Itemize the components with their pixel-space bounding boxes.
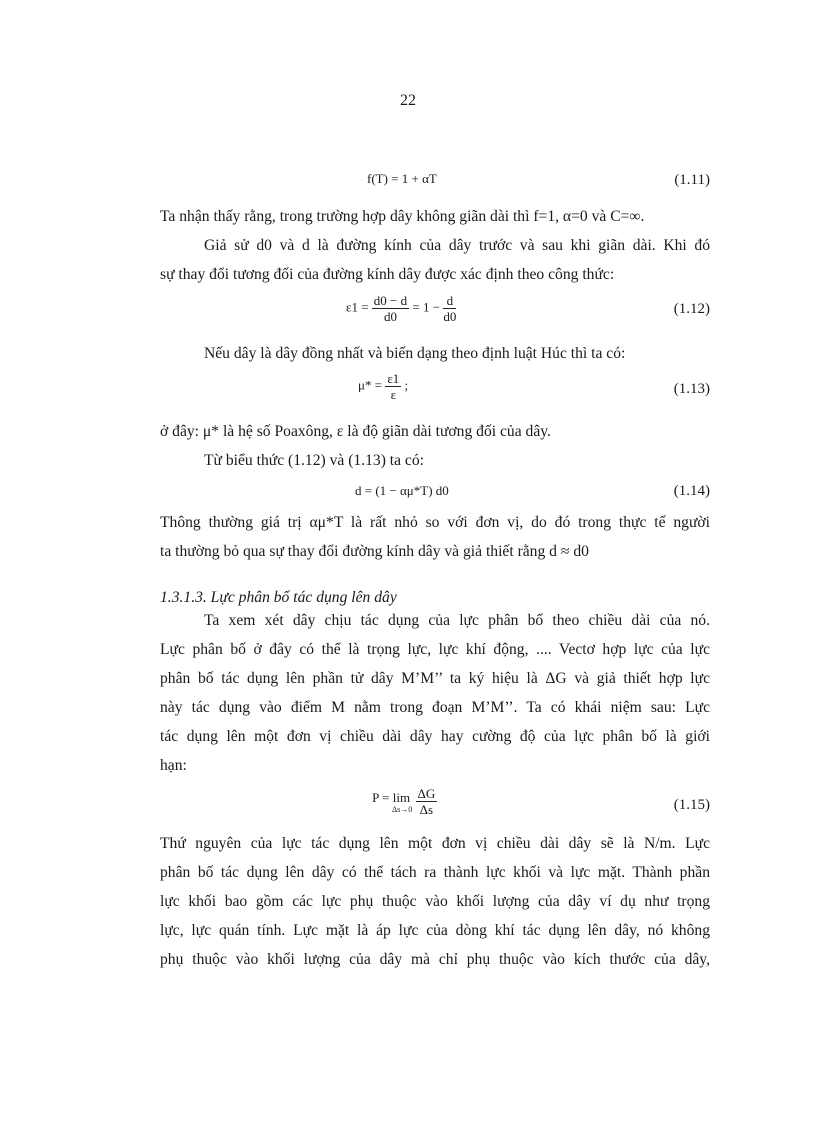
equation-number-1-12: (1.12) [673,301,710,317]
equation-number-1-13: (1.13) [673,381,710,397]
paragraph-7-line-1: Ta xem xét dây chịu tác dụng của lực phân bố theo chiều dài của nó. [204,612,710,629]
eq-1-12-denominator-2: d0 [443,309,457,324]
paragraph-8-line-2: phân bố tác dụng lên dây có thể tách ra thành lực khối và lực mặt. Thành phần [160,864,710,881]
eq-1-13-fraction [385,371,401,402]
eq-1-15-lhs: P = lim [372,789,411,805]
eq-1-12-numerator-1: d0 − d [373,293,408,308]
equation-number-1-11: (1.11) [674,172,710,188]
paragraph-4: ở đây: μ* là hệ số Poaxông, ε là độ giãn dài tương đối của dây. [160,423,551,440]
equation-1-13 [358,371,408,402]
paragraph-2-line-2: sự thay đổi tương đối của đường kính dây được xác định theo công thức: [160,266,615,283]
paragraph-8-line-1: Thứ nguyên của lực tác dụng lên một đơn vị chiều dài dây sẽ là N/m. Lực [160,835,710,852]
eq-1-15-limit [370,790,412,814]
paragraph-8-line-5: phụ thuộc vào khối lượng của dây mà chỉ phụ thuộc vào kích thước của dây, [160,951,710,968]
paragraph-7-line-5: tác dụng lên một đơn vị chiều dài dây hay cường độ của lực phân bố là giới [160,728,710,745]
equation-number-1-15: (1.15) [673,797,710,813]
paragraph-7-line-3: phân bố tác dụng lên phần tử dây M’M’’ ta ký hiệu là ΔG và giả thiết hợp lực [160,670,710,687]
paragraph-3: Nếu dây là dây đồng nhất và biến dạng theo định luật Húc thì ta có: [204,345,626,362]
paragraph-1: Ta nhận thấy rằng, trong trường hợp dây không giãn dài thì f=1, α=0 và C=∞. [160,208,645,225]
paragraph-6-line-2: ta thường bỏ qua sự thay đổi đường kính dây và giả thiết rằng d ≈ d0 [160,543,589,560]
eq-1-13-denominator: ε [390,387,397,402]
eq-1-12-lhs: ε1 = [346,299,369,315]
equation-1-11: f(T) = 1 + αT [367,171,437,186]
paragraph-5: Từ biểu thức (1.12) và (1.13) ta có: [204,452,424,469]
equation-1-15 [370,786,437,817]
eq-1-12-denominator-1: d0 [383,309,397,324]
equation-number-1-14: (1.14) [673,483,710,499]
paragraph-6-line-1: Thông thường giá trị αμ*T là rất nhỏ so với đơn vị, do đó trong thực tế người [160,514,710,531]
eq-1-12-fraction-2 [443,293,456,324]
eq-1-15-limit-subscript: Δs→0 [392,804,413,814]
eq-1-12-middle: = 1 − [412,299,441,315]
eq-1-12-fraction-1 [372,293,409,324]
eq-1-13-numerator: ε1 [387,371,400,386]
equation-1-12 [346,293,456,324]
equation-1-14: d = (1 − αμ*T) d0 [355,483,449,498]
eq-1-12-numerator-2: d [443,293,456,309]
eq-1-15-fraction [416,786,438,817]
eq-1-13-tail: ; [404,377,409,393]
paragraph-7-line-4: này tác dụng vào điểm M nằm trong đoạn M’M’’. Ta có khái niệm sau: Lực [160,699,710,716]
eq-1-15-numerator: ΔG [417,786,436,801]
paragraph-8-line-3: lực khối bao gồm các lực phụ thuộc vào khối lượng của dây ví dụ như trọng [160,893,710,910]
paragraph-7-line-6: hạn: [160,757,187,774]
paragraph-7-line-2: Lực phân bố ở đây có thể là trọng lực, lực khí động, .... Vectơ hợp lực của lực [160,641,710,658]
page-number: 22 [400,92,416,109]
paragraph-2-line-1: Giả sử d0 và d là đường kính của dây trước và sau khi giãn dài. Khi đó [204,237,710,254]
paragraph-8-line-4: lực, lực quán tính. Lực mặt là áp lực của dòng khí tác dụng lên dây, nó không [160,922,710,939]
section-heading: 1.3.1.3. Lực phân bố tác dụng lên dây [160,589,397,606]
eq-1-13-lhs: μ* = [358,377,383,393]
eq-1-15-denominator: Δs [419,802,434,817]
